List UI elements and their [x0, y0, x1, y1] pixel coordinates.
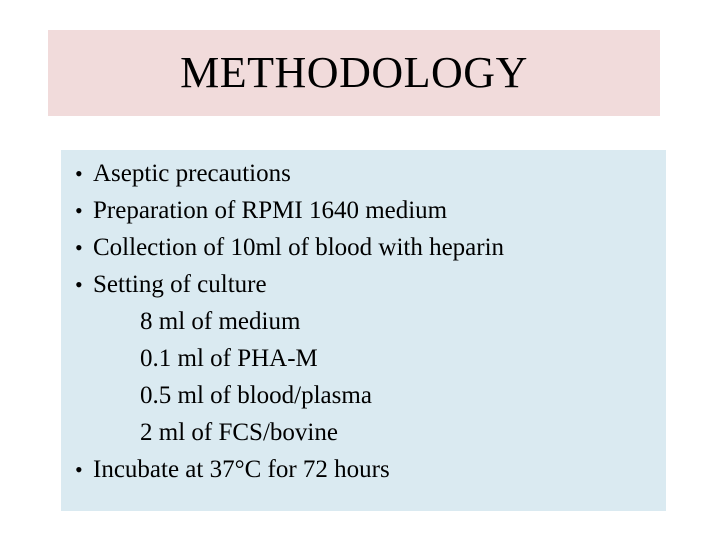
bullet-icon: • [75, 198, 83, 223]
list-item [61, 192, 666, 229]
list-item-text: Collection of 10ml of blood with heparin [93, 234, 505, 261]
list-item [61, 451, 666, 488]
list-item [61, 155, 666, 192]
list-item-text: Preparation of RPMI 1640 medium [93, 197, 448, 224]
list-item [61, 229, 666, 266]
bullet-icon: • [75, 161, 83, 186]
title-banner [48, 30, 660, 116]
content-panel [61, 150, 666, 511]
page-title: METHODOLOGY [180, 48, 528, 97]
list-item-text: Incubate at 37°C for 72 hours [93, 456, 390, 483]
list-item-text: Aseptic precautions [93, 160, 291, 187]
list-item [61, 266, 666, 303]
culture-component: 2 ml of FCS/bovine [140, 419, 338, 446]
bullet-icon: • [75, 457, 83, 482]
list-item-text: Setting of culture [93, 271, 267, 298]
culture-component: 8 ml of medium [140, 308, 301, 335]
bullet-list [61, 155, 666, 488]
bullet-icon: • [75, 272, 83, 297]
culture-component: 0.5 ml of blood/plasma [140, 382, 372, 409]
bullet-icon: • [75, 235, 83, 260]
culture-component: 0.1 ml of PHA-M [140, 345, 318, 372]
